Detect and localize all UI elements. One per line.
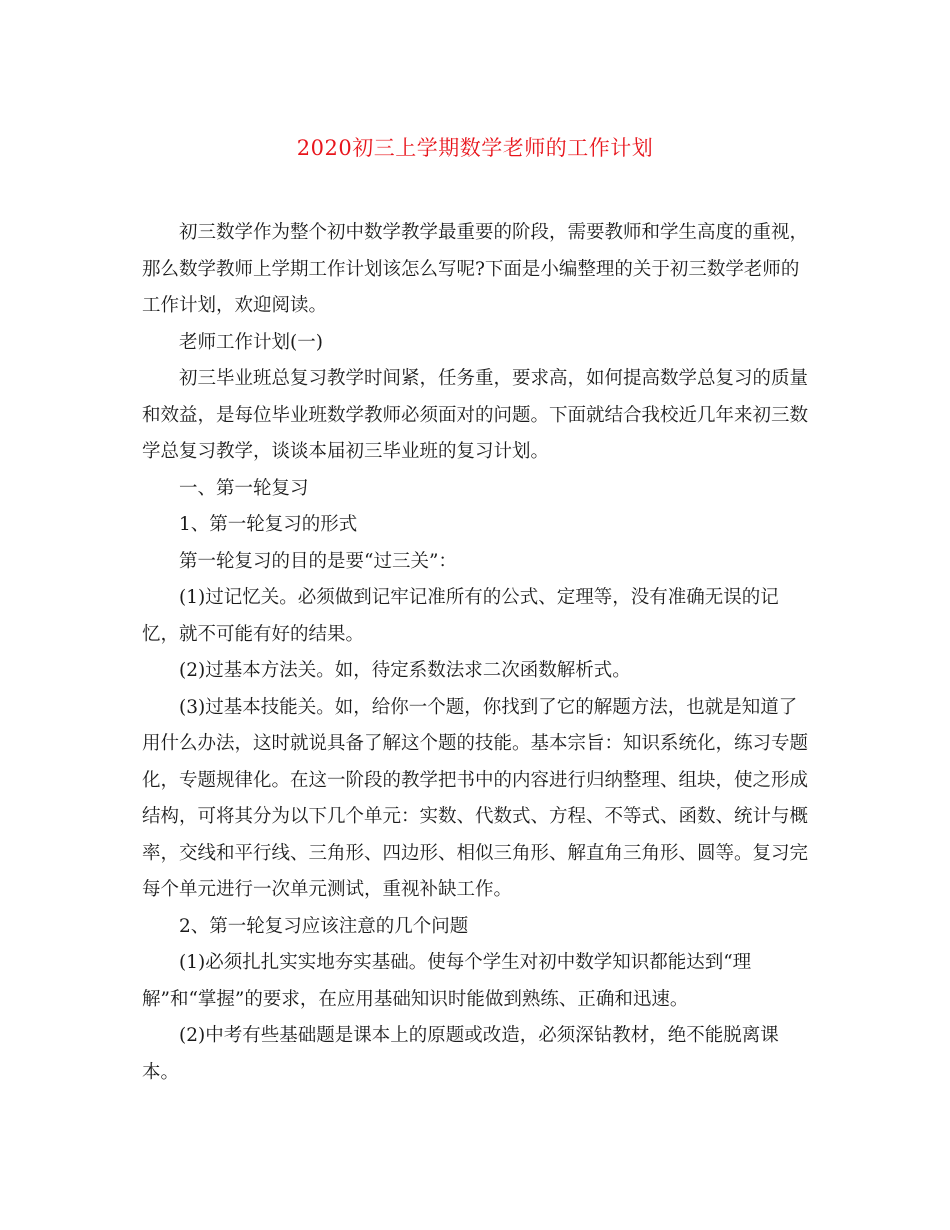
- paragraph-line: 每个单元进行一次单元测试，重视补缺工作。: [142, 879, 513, 900]
- paragraph: [142, 325, 812, 362]
- paragraph-line: 第一轮复习的目的是要“过三关”：: [179, 550, 457, 572]
- paragraph-line: 用什么办法，这时就说具备了解这个题的技能。基本宗旨：知识系统化，练习专题: [142, 733, 809, 754]
- paragraph: [142, 215, 812, 325]
- paragraph-line: (2)过基本方法关。如，待定系数法求二次函数解析式。: [179, 660, 631, 681]
- paragraph: [142, 361, 812, 471]
- paragraph-line: 工作计划，欢迎阅读。: [142, 295, 328, 316]
- paragraph-line: (1)过记忆关。必须做到记牢记准所有的公式、定理等，没有准确无误的记: [179, 587, 779, 608]
- paragraph: [142, 471, 812, 508]
- paragraph-line: 忆，就不可能有好的结果。: [142, 623, 365, 645]
- paragraph-line: (2)中考有些基础题是课本上的原题或改造，必须深钻教材，绝不能脱离课: [179, 1025, 779, 1046]
- paragraph-line: 1、第一轮复习的形式: [179, 514, 358, 535]
- paragraph: [142, 507, 812, 544]
- paragraph-line: 和效益，是每位毕业班数学教师必须面对的问题。下面就结合我校近几年来初三数: [142, 404, 809, 426]
- paragraph-line: (3)过基本技能关。如，给你一个题，你找到了它的解题方法，也就是知道了: [179, 696, 798, 718]
- paragraph: [142, 690, 812, 909]
- paragraph: [142, 1018, 812, 1091]
- paragraph: [142, 909, 812, 946]
- document-title: 2020初三上学期数学老师的工作计划: [296, 136, 654, 160]
- paragraph: [142, 945, 812, 1018]
- paragraph-line: 本。: [142, 1061, 180, 1083]
- paragraph-line: 率，交线和平行线、三角形、四边形、相似三角形、解直角三角形、圆等。复习完: [142, 842, 809, 864]
- paragraph-line: 结构，可将其分为以下几个单元：实数、代数式、方程、不等式、函数、统计与概: [142, 806, 809, 827]
- paragraph-line: 学总复习教学，谈谈本届初三毕业班的复习计划。: [142, 441, 550, 462]
- paragraph-line: 解”和“掌握”的要求，在应用基础知识时能做到熟练、正确和迅速。: [142, 988, 689, 1010]
- paragraph-line: 初三毕业班总复习教学时间紧，任务重，要求高，如何提高数学总复习的质量: [179, 368, 809, 389]
- paragraph: [142, 653, 812, 690]
- paragraph-line: 一、第一轮复习: [179, 477, 309, 499]
- document-body: [142, 215, 812, 1091]
- paragraph: [142, 580, 812, 653]
- paragraph-line: 2、第一轮复习应该注意的几个问题: [179, 915, 469, 937]
- paragraph-line: (1)必须扎扎实实地夯实基础。使每个学生对初中数学知识都能达到“理: [179, 952, 752, 973]
- paragraph: [142, 544, 812, 581]
- paragraph-line: 老师工作计划(一): [179, 331, 323, 353]
- paragraph-line: 初三数学作为整个初中数学教学最重要的阶段，需要教师和学生高度的重视，: [179, 222, 809, 243]
- paragraph-line: 化，专题规律化。在这一阶段的教学把书中的内容进行归纳整理、组块，使之形成: [142, 769, 809, 791]
- paragraph-line: 那么数学教师上学期工作计划该怎么写呢?下面是小编整理的关于初三数学老师的: [142, 258, 800, 280]
